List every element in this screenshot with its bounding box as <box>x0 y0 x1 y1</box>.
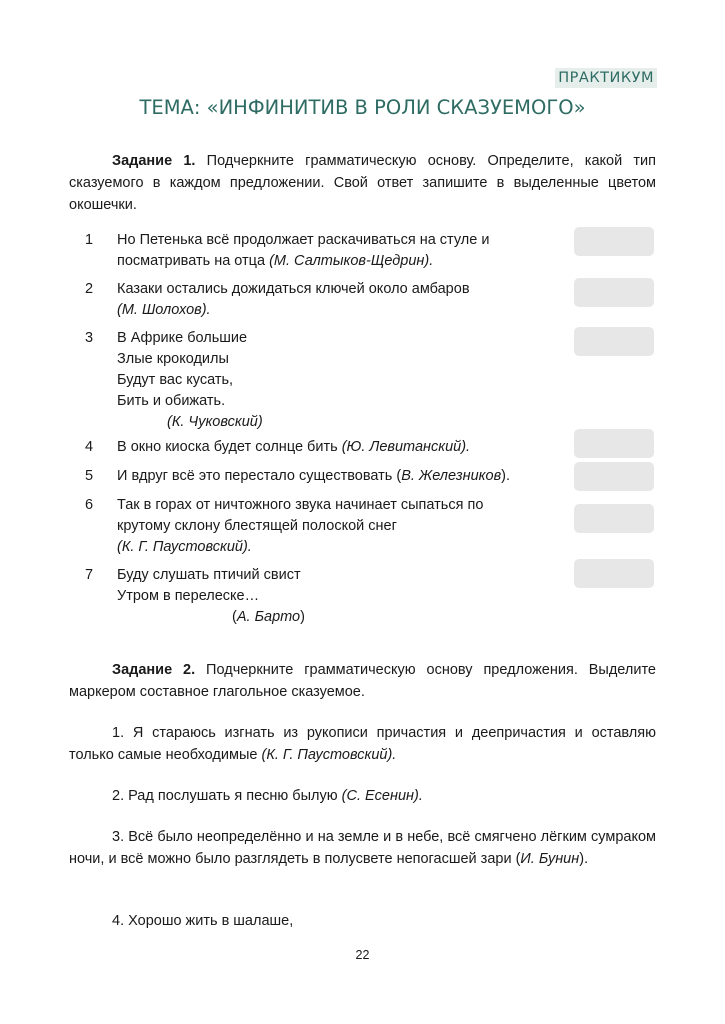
task1-intro <box>69 150 656 216</box>
task1-label: Задание 1. <box>112 153 196 169</box>
answer-box-6[interactable] <box>574 504 654 533</box>
section-tag: ПРАКТИКУМ <box>555 68 657 88</box>
exercise-number: 6 <box>85 497 94 513</box>
poem-line: В Африке большие <box>117 330 248 346</box>
text-line: В окно киоска будет солнце бить (Ю. Левитанский). <box>117 439 471 455</box>
exercise-text <box>117 328 537 433</box>
source-citation: (Ю. Левитанский). <box>341 439 471 455</box>
poem-line: Утром в перелеске… <box>117 588 260 604</box>
text-line <box>117 300 537 321</box>
exercise-number: 1 <box>85 232 94 248</box>
task2-sentence-3: 3. Всё было неопределённо и на земле и в небе, всё смягчено лёгким сумраком ночи, и всё можно было разглядеть в полусвете непогасшей зари (И. Бунин). <box>69 829 656 867</box>
task2-text: Подчеркните грамматическую основу предложения. Выделите маркером составное глагольное сказуемое. <box>69 662 656 700</box>
exercise-text <box>117 230 537 272</box>
source-citation: (К. Чуковский) <box>167 414 263 430</box>
text-line: Казаки остались дожидаться ключей около амбаров <box>117 281 470 297</box>
answer-box-7[interactable] <box>574 559 654 588</box>
answer-box-3[interactable] <box>574 327 654 356</box>
text-line: крутому склону блестящей полоской снег <box>117 518 397 534</box>
task1-text: Подчеркните грамматическую основу. Определите, какой тип сказуемого в каждом предложении. Свой ответ запишите в выделенные цветом окошечки. <box>69 153 656 213</box>
source-citation: (К. Г. Паустовский). <box>261 747 397 763</box>
source-citation: (С. Есенин). <box>341 788 423 804</box>
task2-intro <box>69 659 656 703</box>
exercise-text <box>117 495 537 558</box>
exercise-text <box>117 466 537 487</box>
task2-sentence-4: 4. Хорошо жить в шалаше, <box>112 913 294 929</box>
text-line: И вдруг всё это перестало существовать (В. Железников). <box>117 468 510 484</box>
text-line <box>117 537 537 558</box>
source-citation: (М. Салтыков-Щедрин). <box>269 253 434 269</box>
source-citation: И. Бунин <box>520 851 580 867</box>
source-citation: А. Барто <box>236 609 301 625</box>
poem-line: Будут вас кусать, <box>117 372 234 388</box>
exercise-text <box>117 437 537 458</box>
answer-box-2[interactable] <box>574 278 654 307</box>
exercise-number: 4 <box>85 439 94 455</box>
answer-box-1[interactable] <box>574 227 654 256</box>
text-line: Так в горах от ничтожного звука начинает сыпаться по <box>117 497 484 513</box>
poem-line: Буду слушать птичий свист <box>117 567 301 583</box>
text-line: посматривать на отца (М. Салтыков-Щедрин). <box>117 253 434 269</box>
answer-box-5[interactable] <box>574 462 654 491</box>
answer-box-4[interactable] <box>574 429 654 458</box>
exercise-number: 7 <box>85 567 94 583</box>
poem-line: Бить и обижать. <box>117 393 226 409</box>
task2-sentence-1: 1. Я стараюсь изгнать из рукописи причастия и деепричастия и оставляю только самые необходимые (К. Г. Паустовский). <box>69 725 656 763</box>
source-citation: (М. Шолохов). <box>117 302 211 318</box>
poem-line: (А. Барто) <box>232 609 305 625</box>
text-line: Но Петенька всё продолжает раскачиваться на стуле и <box>117 232 490 248</box>
source-citation: (К. Г. Паустовский). <box>117 539 252 555</box>
exercise-text <box>117 565 537 628</box>
exercise-text <box>117 279 537 321</box>
exercise-number: 2 <box>85 281 94 297</box>
source-citation: В. Железников <box>401 468 502 484</box>
task2-sentence-2: 2. Рад послушать я песню былую (С. Есенин). <box>112 788 423 804</box>
page-number: 22 <box>355 948 370 962</box>
page-title: ТЕМА: «ИНФИНИТИВ В РОЛИ СКАЗУЕМОГО» <box>139 96 586 119</box>
exercise-number: 5 <box>85 468 94 484</box>
exercise-number: 3 <box>85 330 94 346</box>
task2-label: Задание 2. <box>112 662 196 678</box>
poem-line <box>117 412 537 433</box>
poem-line: Злые крокодилы <box>117 351 229 367</box>
